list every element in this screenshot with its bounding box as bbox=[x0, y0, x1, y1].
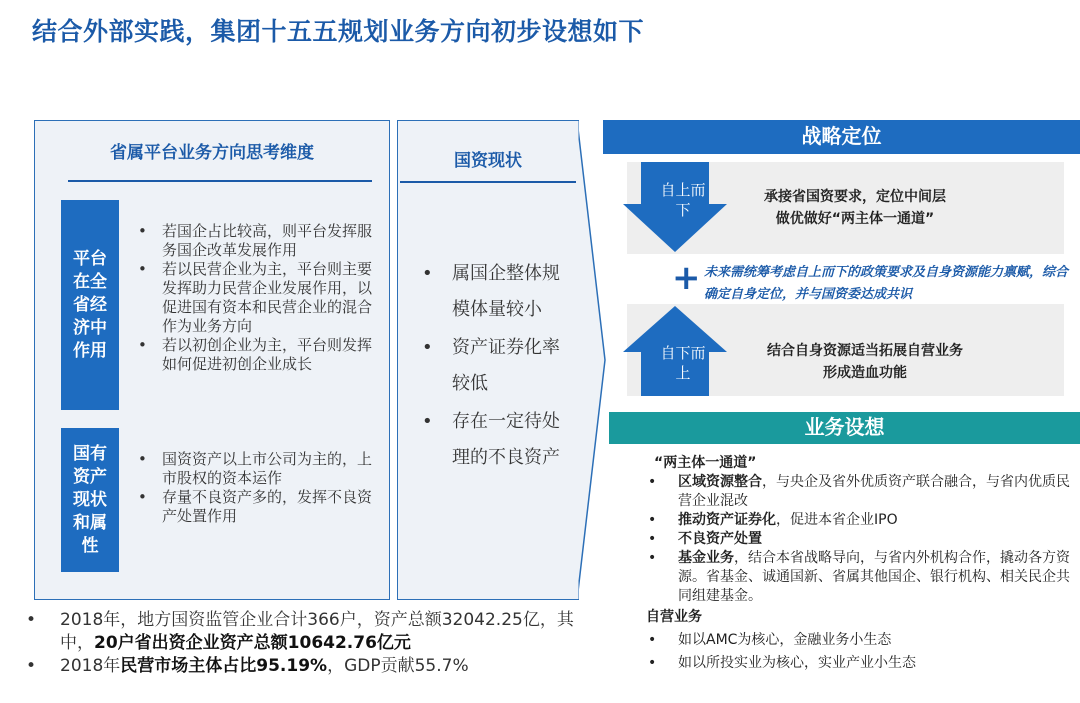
economy-role-label bbox=[61, 200, 119, 410]
bottom-up-label: 自下而上 bbox=[660, 344, 706, 382]
list-item bbox=[646, 511, 1076, 530]
status-heading: 国资现状 bbox=[454, 151, 522, 171]
list-item bbox=[646, 530, 1076, 549]
list-item: • 资产证券化率较低 bbox=[412, 330, 577, 402]
item-bold: 推动资产证券化 bbox=[678, 512, 776, 528]
footnotes bbox=[22, 609, 602, 678]
item-text: ，与央企及省外优质资产联合融合，与省内优质民营企业混改 bbox=[678, 474, 1070, 509]
top-down-line: 做优做好“两主体一通道” bbox=[775, 211, 935, 227]
bottom-up-line: 结合自身资源适当拓展自营业务 bbox=[767, 343, 963, 359]
footnote-item bbox=[22, 655, 602, 678]
item-bold: 区域资源整合 bbox=[678, 474, 762, 490]
top-down-line: 承接省国资要求，定位中间层 bbox=[764, 189, 946, 205]
list-item: • 国资资产以上市公司为主的，上市股权的资本运作 bbox=[130, 450, 375, 488]
list-item: • 属国企整体规模体量较小 bbox=[412, 256, 577, 328]
list-item bbox=[646, 473, 1076, 511]
status-list bbox=[412, 256, 577, 478]
item-bold: 不良资产处置 bbox=[678, 531, 762, 547]
item-text: ，结合本省战略导向，与省内外机构合作，撬动各方资源。省基金、诚通国新、省属其他国企、银行机构、相关民企共同组建基金。 bbox=[678, 550, 1070, 604]
item-bold: 基金业务 bbox=[678, 550, 734, 566]
business-bar: 业务设想 bbox=[609, 412, 1080, 444]
dimension-heading: 省属平台业务方向思考维度 bbox=[110, 143, 314, 163]
bottom-up-text bbox=[735, 340, 995, 384]
footnote-text: ，GDP贡献55.7% bbox=[327, 656, 469, 676]
top-down-label: 自上而下 bbox=[660, 181, 706, 219]
list-item: • 存在一定待处理的不良资产 bbox=[412, 404, 577, 476]
strategy-bar: 战略定位 bbox=[603, 120, 1080, 154]
footnote-bold: 20户省出资企业资产总额10642.76亿元 bbox=[94, 633, 411, 653]
business-section bbox=[646, 454, 1076, 673]
list-item: • 若以初创企业为主，平台则发挥如何促进初创企业成长 bbox=[130, 336, 375, 374]
list-item: • 如以AMC为核心，金融业务小生态 bbox=[646, 631, 1076, 650]
asset-status-text: 国有资产现状和属性 bbox=[73, 443, 107, 556]
footnote-text: 2018年 bbox=[60, 656, 121, 676]
list-item: • 如以所投实业为核心，实业产业小生态 bbox=[646, 654, 1076, 673]
list-item bbox=[646, 549, 1076, 606]
footnote-list bbox=[22, 609, 602, 678]
list-item: • 若以民营企业为主，平台则主要发挥助力民营企业发展作用，以促进国有资本和民营企业的混合作为业务方向 bbox=[130, 260, 375, 336]
plus-icon: + bbox=[672, 258, 701, 298]
business-list bbox=[646, 473, 1076, 606]
asset-status-label bbox=[61, 428, 119, 572]
item-text: ，促进本省企业IPO bbox=[776, 512, 898, 528]
divider bbox=[68, 180, 372, 182]
top-down-text bbox=[735, 186, 975, 230]
economy-role-text: 平台在全省经济中作用 bbox=[73, 248, 107, 361]
self-operated-list bbox=[646, 631, 1076, 673]
footnote-text: 2018年，地方国资监管企业合计366户，资产总额32042.25亿，其中， bbox=[60, 610, 574, 653]
bottom-up-line: 形成造血功能 bbox=[823, 365, 907, 381]
economy-role-list bbox=[130, 222, 375, 374]
asset-status-list bbox=[130, 450, 375, 526]
list-item: • 若国企占比较高，则平台发挥服务国企改革发展作用 bbox=[130, 222, 375, 260]
business-sub-heading: “两主体一通道” bbox=[654, 455, 757, 471]
page-title: 结合外部实践，集团十五五规划业务方向初步设想如下 bbox=[32, 17, 645, 46]
divider bbox=[400, 181, 576, 183]
footnote-item bbox=[22, 609, 602, 655]
chevron-right-icon bbox=[577, 120, 607, 600]
consensus-note: 未来需统筹考虑自上而下的政策要求及自身资源能力禀赋，综合确定自身定位，并与国资委达成共识 bbox=[704, 265, 1069, 302]
self-operated-heading: 自营业务 bbox=[646, 609, 702, 625]
footnote-bold: 民营市场主体占比95.19% bbox=[120, 656, 328, 676]
list-item: • 存量不良资产多的，发挥不良资产处置作用 bbox=[130, 488, 375, 526]
